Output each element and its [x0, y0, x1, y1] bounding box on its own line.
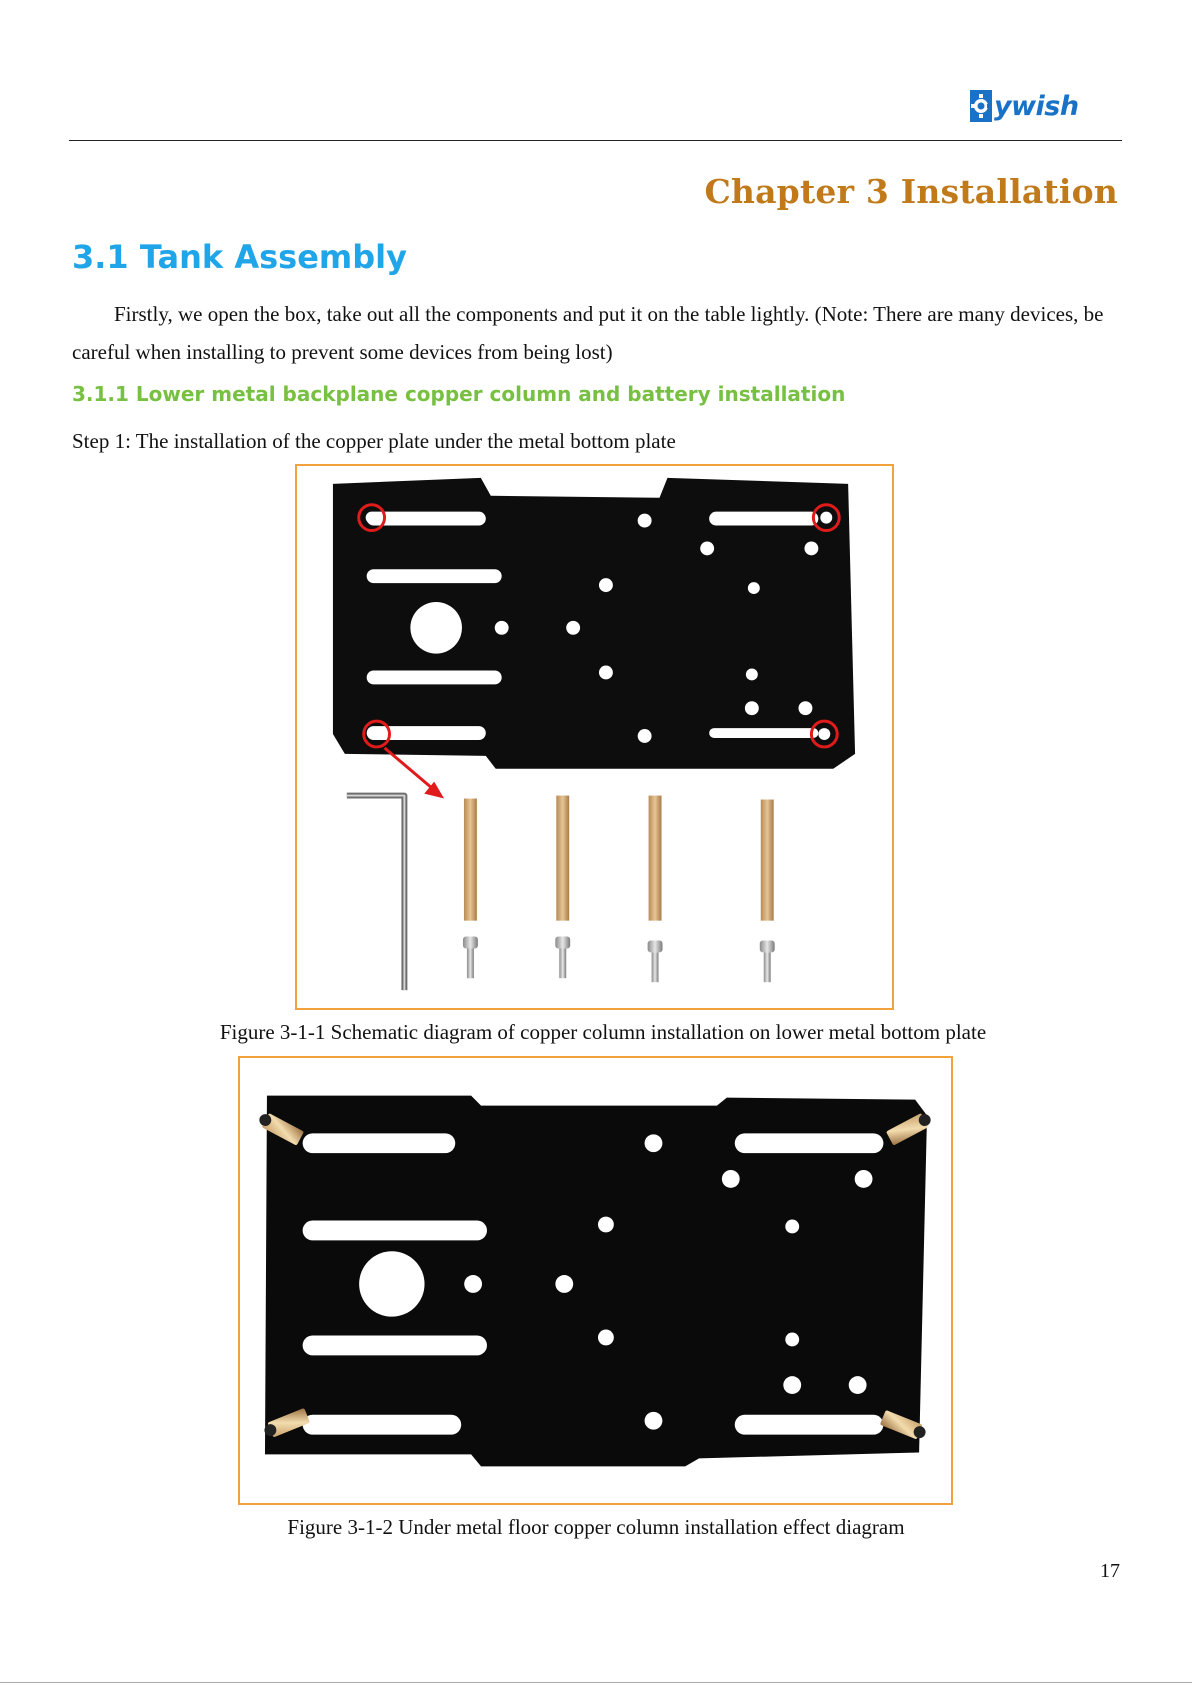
intro-paragraph: Firstly, we open the box, take out all the components and put it on the table lightly. (Note: There are many devices, be careful when installing to prevent some devices from being lost): [72, 302, 1104, 364]
chapter-title: Chapter 3 Installation: [704, 172, 1118, 211]
footer-divider: [0, 1682, 1192, 1683]
subsection-title: 3.1.1 Lower metal backplane copper column and battery installation: [72, 382, 846, 406]
metal-bottom-plate: [333, 478, 855, 769]
logo-text: ywish: [994, 90, 1079, 122]
hex-key: [347, 796, 405, 991]
metal-bottom-plate: [265, 1096, 927, 1467]
page-number: 17: [1100, 1560, 1120, 1582]
copper-columns: [464, 796, 774, 921]
figure-1-image: [295, 464, 894, 1010]
figure-2-image: [238, 1056, 953, 1505]
installed-plate-photo: [240, 1058, 951, 1503]
section-title: 3.1 Tank Assembly: [72, 238, 407, 276]
copper-column-schematic: [297, 466, 892, 1008]
brand-logo: [968, 84, 1079, 128]
screws: [463, 937, 775, 983]
figure-1-caption: Figure 3-1-1 Schematic diagram of copper column installation on lower metal bottom plate: [219, 1020, 987, 1044]
red-arrow-icon: [385, 748, 445, 799]
header-divider: [69, 140, 1122, 141]
step-text: Step 1: The installation of the copper plate under the metal bottom plate: [72, 429, 676, 453]
figure-2-caption: Figure 3-1-2 Under metal floor copper column installation effect diagram: [287, 1515, 905, 1539]
gear-icon: [968, 88, 994, 124]
